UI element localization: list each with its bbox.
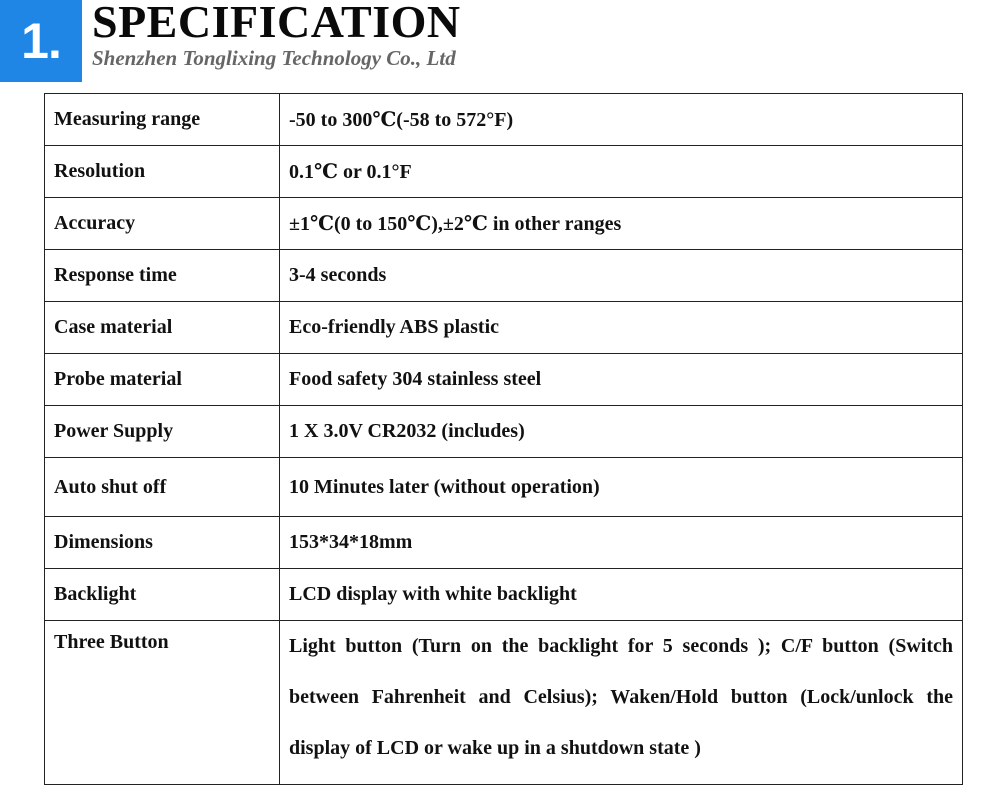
table-row: [45, 406, 963, 458]
spec-label: Backlight: [45, 569, 280, 621]
spec-label: Response time: [45, 250, 280, 302]
spec-value: Light button (Turn on the backlight for 5 seconds ); C/F button (Switch between Fahrenheit and Celsius); Waken/Hold button (Lock/unlock the display of LCD or wake up in a shutdown state ): [280, 621, 963, 785]
table-row: [45, 621, 963, 785]
table-row: [45, 146, 963, 198]
spec-label: Dimensions: [45, 517, 280, 569]
spec-label: Resolution: [45, 146, 280, 198]
spec-value: 3-4 seconds: [280, 250, 963, 302]
spec-label: Accuracy: [45, 198, 280, 250]
spec-value: 1 X 3.0V CR2032 (includes): [280, 406, 963, 458]
spec-label: Three Button: [45, 621, 280, 785]
spec-label: Measuring range: [45, 94, 280, 146]
specification-table: [44, 93, 963, 785]
company-subtitle: Shenzhen Tonglixing Technology Co., Ltd: [92, 46, 456, 70]
table-row: [45, 94, 963, 146]
table-row: [45, 458, 963, 517]
spec-value: 0.1℃ or 0.1°F: [280, 146, 963, 198]
spec-value: LCD display with white backlight: [280, 569, 963, 621]
spec-label: Auto shut off: [45, 458, 280, 517]
table-row: [45, 569, 963, 621]
table-row: [45, 354, 963, 406]
spec-value: 10 Minutes later (without operation): [280, 458, 963, 517]
spec-label: Power Supply: [45, 406, 280, 458]
section-number-badge: 1.: [0, 0, 82, 82]
spec-value: Food safety 304 stainless steel: [280, 354, 963, 406]
table-row: [45, 250, 963, 302]
spec-value: 153*34*18mm: [280, 517, 963, 569]
header: [0, 0, 1000, 84]
table-row: [45, 198, 963, 250]
table-row: [45, 517, 963, 569]
spec-label: Probe material: [45, 354, 280, 406]
page-title: SPECIFICATION: [92, 0, 461, 47]
table-row: [45, 302, 963, 354]
spec-value: Eco-friendly ABS plastic: [280, 302, 963, 354]
spec-label: Case material: [45, 302, 280, 354]
spec-value: ±1℃(0 to 150℃),±2℃ in other ranges: [280, 198, 963, 250]
spec-value: -50 to 300℃(-58 to 572°F): [280, 94, 963, 146]
